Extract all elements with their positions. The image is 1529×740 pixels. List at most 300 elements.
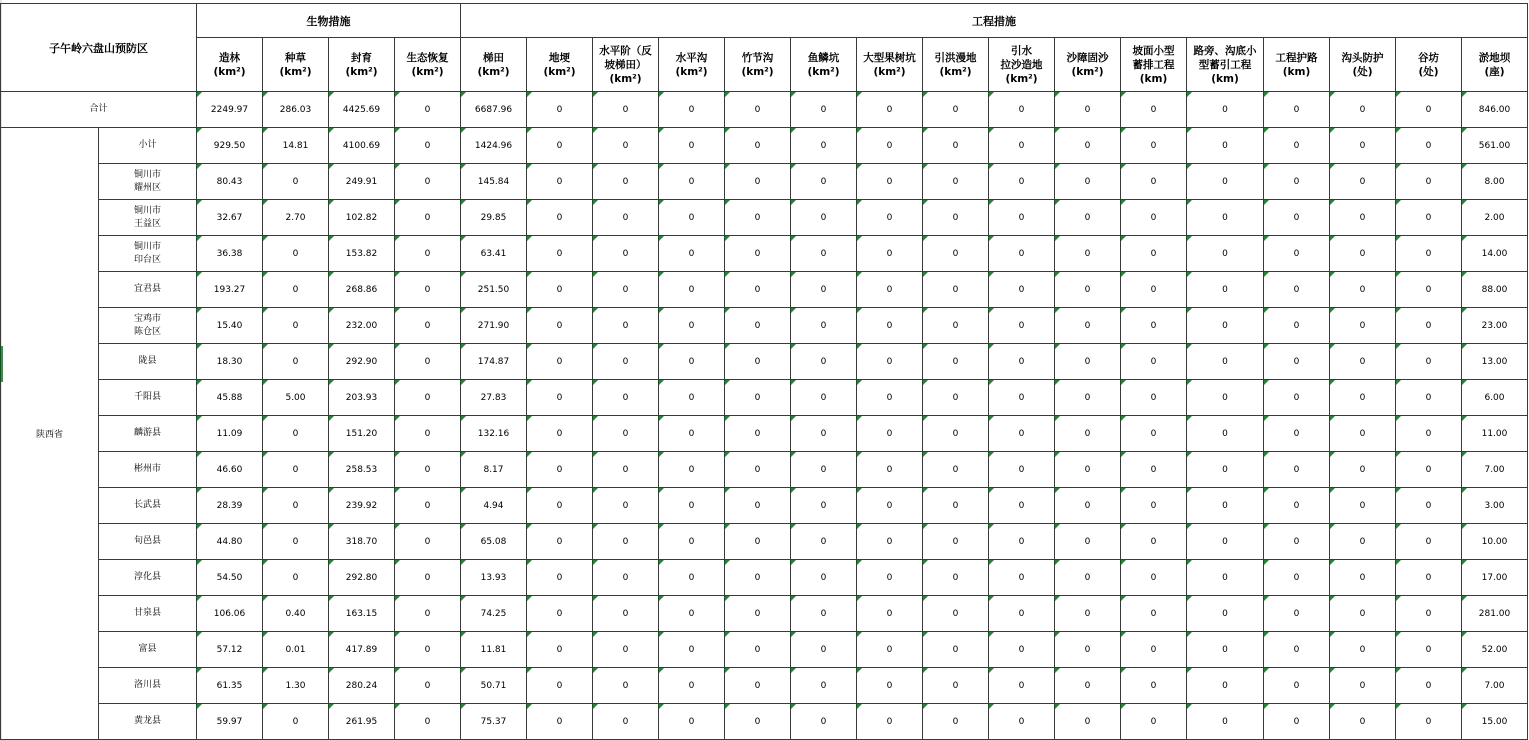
table-cell: 0: [791, 704, 857, 740]
table-cell: 281.00: [1462, 596, 1528, 632]
prevention-measures-table: [0, 3, 1528, 740]
table-cell: 0: [857, 416, 923, 452]
table-cell: 0: [1396, 164, 1462, 200]
table-row: [1, 452, 1528, 488]
row-label-line: 铜川市: [133, 241, 161, 252]
table-cell: 59.97: [197, 704, 263, 740]
row-label: [99, 200, 197, 236]
column-header-line: (km²): [213, 65, 246, 78]
table-cell: 0: [395, 380, 461, 416]
table-cell: 0: [989, 236, 1055, 272]
table-cell: 0: [1187, 272, 1264, 308]
table-cell: 0: [1121, 452, 1187, 488]
table-cell: 0: [1396, 380, 1462, 416]
total-cell: 846.00: [1462, 92, 1528, 128]
table-cell: 0: [1055, 452, 1121, 488]
total-cell: 2249.97: [197, 92, 263, 128]
table-cell: 0: [857, 164, 923, 200]
row-label: [99, 596, 197, 632]
column-header: [1055, 38, 1121, 92]
column-header: [1462, 38, 1528, 92]
table-cell: 0: [1055, 344, 1121, 380]
column-header: [857, 38, 923, 92]
table-cell: 0: [1264, 344, 1330, 380]
column-header-line: 引洪漫地: [934, 51, 977, 64]
table-cell: 0: [791, 596, 857, 632]
table-cell: 45.88: [197, 380, 263, 416]
table-cell: 0: [395, 236, 461, 272]
row-label-line: 洛川县: [133, 680, 161, 690]
table-cell: 0: [989, 632, 1055, 668]
table-cell: 0: [1396, 560, 1462, 596]
table-cell: 13.00: [1462, 344, 1528, 380]
table-cell: 0: [395, 488, 461, 524]
table-cell: 0: [593, 380, 659, 416]
table-row: [1, 488, 1528, 524]
table-row: [1, 632, 1528, 668]
column-header-line: 封育: [351, 51, 372, 64]
table-cell: 0: [725, 488, 791, 524]
table-cell: 0: [263, 524, 329, 560]
table-cell: 0: [989, 272, 1055, 308]
table-cell: 0: [263, 452, 329, 488]
table-cell: 0: [989, 164, 1055, 200]
column-header-line: (km²): [1071, 65, 1104, 78]
table-cell: 0: [1330, 164, 1396, 200]
table-cell: 0: [263, 704, 329, 740]
table-cell: 163.15: [329, 596, 395, 632]
table-cell: 0: [1121, 200, 1187, 236]
table-cell: 0: [1264, 272, 1330, 308]
table-cell: 0: [725, 560, 791, 596]
table-cell: 0: [1264, 416, 1330, 452]
column-header-line: (km²): [477, 65, 510, 78]
row-label-line: 印台区: [133, 254, 161, 265]
table-cell: 0: [923, 668, 989, 704]
table-cell: 0: [263, 164, 329, 200]
row-label-line: 铜川市: [133, 169, 161, 180]
column-header: [593, 38, 659, 92]
table-cell: 0: [1187, 164, 1264, 200]
table-cell: 11.00: [1462, 416, 1528, 452]
table-row: [1, 164, 1528, 200]
table-cell: 0: [1396, 416, 1462, 452]
table-cell: 0: [725, 416, 791, 452]
column-header-line: 生态恢复: [406, 51, 449, 64]
table-cell: 0: [1396, 668, 1462, 704]
table-cell: 0: [659, 488, 725, 524]
table-cell: 4.94: [461, 488, 527, 524]
table-cell: 0: [527, 164, 593, 200]
table-cell: 1424.96: [461, 128, 527, 164]
table-cell: 0: [263, 308, 329, 344]
row-label: [99, 380, 197, 416]
table-cell: 0: [1055, 668, 1121, 704]
table-cell: 0: [923, 200, 989, 236]
table-row: [1, 128, 1528, 164]
table-cell: 0: [1055, 704, 1121, 740]
column-header-line: (km²): [411, 65, 444, 78]
table-cell: 0: [1121, 344, 1187, 380]
table-cell: 0: [1055, 632, 1121, 668]
table-cell: 88.00: [1462, 272, 1528, 308]
table-cell: 0: [989, 596, 1055, 632]
table-cell: 0: [593, 668, 659, 704]
table-cell: 0: [1330, 632, 1396, 668]
table-cell: 1.30: [263, 668, 329, 704]
total-cell: 0: [1121, 92, 1187, 128]
table-cell: 14.00: [1462, 236, 1528, 272]
table-cell: 0: [857, 524, 923, 560]
table-cell: 0: [527, 416, 593, 452]
column-header-line: 造林: [219, 51, 240, 64]
table-cell: 249.91: [329, 164, 395, 200]
table-cell: 0: [1330, 308, 1396, 344]
table-cell: 0: [1187, 488, 1264, 524]
table-cell: 0: [791, 164, 857, 200]
table-cell: 0: [1330, 128, 1396, 164]
total-cell: 0: [527, 92, 593, 128]
table-cell: 0: [1330, 344, 1396, 380]
table-cell: 0: [1055, 560, 1121, 596]
table-cell: 0: [923, 704, 989, 740]
table-cell: 0: [1121, 128, 1187, 164]
table-cell: 0: [1396, 704, 1462, 740]
table-cell: 0: [791, 344, 857, 380]
table-cell: 28.39: [197, 488, 263, 524]
table-cell: 0: [725, 308, 791, 344]
table-cell: 0: [791, 524, 857, 560]
table-cell: 0: [1121, 488, 1187, 524]
table-cell: 0: [989, 200, 1055, 236]
column-header-line: (处): [1418, 65, 1439, 78]
table-cell: 0: [791, 416, 857, 452]
column-header-line: 种草: [285, 51, 306, 64]
table-cell: 0: [1121, 236, 1187, 272]
column-header-line: 坡面小型: [1132, 44, 1175, 57]
table-cell: 0: [527, 488, 593, 524]
table-cell: 174.87: [461, 344, 527, 380]
table-cell: 0: [857, 596, 923, 632]
table-cell: 0: [725, 200, 791, 236]
table-cell: 102.82: [329, 200, 395, 236]
table-row: [1, 524, 1528, 560]
table-cell: 0: [395, 272, 461, 308]
province-cell: 陕西省: [1, 128, 99, 740]
table-cell: 271.90: [461, 308, 527, 344]
table-row: [1, 560, 1528, 596]
table-cell: 0: [1187, 236, 1264, 272]
table-cell: 0: [527, 128, 593, 164]
table-cell: 0: [593, 344, 659, 380]
column-header: [527, 38, 593, 92]
table-cell: 0: [527, 524, 593, 560]
table-cell: 0: [593, 524, 659, 560]
column-header: [1264, 38, 1330, 92]
table-cell: 0: [1055, 524, 1121, 560]
table-cell: 0: [659, 308, 725, 344]
table-cell: 0: [1264, 200, 1330, 236]
table-cell: 0: [923, 308, 989, 344]
column-header: [1187, 38, 1264, 92]
table-cell: 0: [725, 668, 791, 704]
table-cell: 318.70: [329, 524, 395, 560]
row-label-line: 麟游县: [133, 428, 161, 438]
column-header-line: (km²): [543, 65, 576, 78]
column-header: [1330, 38, 1396, 92]
table-cell: 36.38: [197, 236, 263, 272]
table-cell: 0: [1264, 632, 1330, 668]
table-cell: 61.35: [197, 668, 263, 704]
table-cell: 0: [791, 128, 857, 164]
table-cell: 15.40: [197, 308, 263, 344]
row-label-line: 耀州区: [133, 182, 161, 193]
table-cell: 0: [989, 308, 1055, 344]
table-cell: 0.01: [263, 632, 329, 668]
table-row: [1, 308, 1528, 344]
table-cell: 0: [395, 704, 461, 740]
table-cell: 258.53: [329, 452, 395, 488]
table-cell: 0: [725, 452, 791, 488]
table-cell: 0: [593, 596, 659, 632]
column-header-line: 地埂: [549, 51, 570, 64]
table-cell: 0: [1330, 704, 1396, 740]
table-cell: 0: [527, 560, 593, 596]
table-cell: 0: [791, 488, 857, 524]
total-cell: 0: [395, 92, 461, 128]
table-cell: 0: [923, 272, 989, 308]
table-cell: 75.37: [461, 704, 527, 740]
table-cell: 0: [659, 416, 725, 452]
table-cell: 0: [1187, 452, 1264, 488]
table-cell: 0: [1396, 524, 1462, 560]
row-label-line: 彬州市: [133, 464, 161, 474]
table-cell: 0: [1264, 308, 1330, 344]
table-row: [1, 596, 1528, 632]
table-cell: 0: [593, 704, 659, 740]
table-cell: 0: [659, 236, 725, 272]
column-header-line: (km²): [279, 65, 312, 78]
table-cell: 0: [1330, 200, 1396, 236]
table-cell: 0: [791, 272, 857, 308]
table-cell: 0: [1121, 524, 1187, 560]
table-cell: 0: [989, 560, 1055, 596]
table-cell: 0: [1121, 380, 1187, 416]
table-cell: 0: [395, 668, 461, 704]
table-cell: 0: [1121, 308, 1187, 344]
table-cell: 0: [725, 164, 791, 200]
table-cell: 0: [659, 380, 725, 416]
table-cell: 0: [1396, 200, 1462, 236]
table-cell: 280.24: [329, 668, 395, 704]
row-label-line: 陈仓区: [133, 326, 161, 337]
column-header-line: (km²): [345, 65, 378, 78]
table-cell: 0: [593, 164, 659, 200]
table-cell: 54.50: [197, 560, 263, 596]
table-cell: 0: [725, 128, 791, 164]
column-header-line: 路旁、沟底小: [1193, 44, 1257, 57]
table-cell: 0: [857, 128, 923, 164]
table-cell: 0: [263, 488, 329, 524]
column-header-line: (座): [1484, 65, 1505, 78]
total-cell: 0: [659, 92, 725, 128]
table-cell: 203.93: [329, 380, 395, 416]
table-cell: 106.06: [197, 596, 263, 632]
table-cell: 0: [1330, 416, 1396, 452]
column-header: [791, 38, 857, 92]
column-header-line: 引水: [1011, 44, 1032, 57]
row-label: [99, 560, 197, 596]
table-cell: 0: [791, 236, 857, 272]
table-cell: 0: [263, 560, 329, 596]
column-header-line: (km): [1282, 65, 1311, 78]
table-cell: 0: [1396, 236, 1462, 272]
table-cell: 0: [791, 200, 857, 236]
table-cell: 0: [1264, 524, 1330, 560]
table-cell: 151.20: [329, 416, 395, 452]
table-cell: 929.50: [197, 128, 263, 164]
table-cell: 0: [527, 236, 593, 272]
table-cell: 0: [1187, 308, 1264, 344]
table-cell: 0: [725, 524, 791, 560]
row-label-line: 长武县: [133, 500, 161, 510]
table-cell: 0: [527, 308, 593, 344]
table-cell: 0: [989, 488, 1055, 524]
table-cell: 0: [1187, 524, 1264, 560]
column-header: [725, 38, 791, 92]
table-cell: 14.81: [263, 128, 329, 164]
table-cell: 15.00: [1462, 704, 1528, 740]
table-cell: 0: [593, 560, 659, 596]
table-cell: 0: [857, 380, 923, 416]
table-cell: 0: [1264, 560, 1330, 596]
table-cell: 32.67: [197, 200, 263, 236]
column-header: [1121, 38, 1187, 92]
table-cell: 6.00: [1462, 380, 1528, 416]
table-cell: 0: [725, 380, 791, 416]
table-cell: 292.80: [329, 560, 395, 596]
row-label-line: 宝鸡市: [133, 313, 161, 324]
row-label: [99, 704, 197, 740]
total-cell: 0: [857, 92, 923, 128]
total-row: [1, 92, 1528, 128]
table-cell: 0: [857, 200, 923, 236]
table-cell: 13.93: [461, 560, 527, 596]
table-cell: 0: [1055, 488, 1121, 524]
table-cell: 0: [1187, 344, 1264, 380]
row-label: [99, 632, 197, 668]
table-cell: 0: [659, 200, 725, 236]
table-cell: 0: [395, 200, 461, 236]
table-cell: 0: [659, 524, 725, 560]
row-label: [99, 128, 197, 164]
table-cell: 0: [1187, 560, 1264, 596]
table-cell: 239.92: [329, 488, 395, 524]
table-cell: 0: [263, 236, 329, 272]
total-cell: 0: [593, 92, 659, 128]
total-cell: 0: [1330, 92, 1396, 128]
table-cell: 0: [527, 344, 593, 380]
table-cell: 0: [527, 704, 593, 740]
column-header-line: 型蓄引工程: [1198, 58, 1252, 71]
table-cell: 0: [791, 668, 857, 704]
table-cell: 0: [527, 632, 593, 668]
column-header: [989, 38, 1055, 92]
total-cell: 0: [1264, 92, 1330, 128]
table-cell: 0: [263, 416, 329, 452]
column-header-line: 蓄排工程: [1132, 58, 1175, 71]
total-cell: 0: [791, 92, 857, 128]
table-cell: 0: [923, 380, 989, 416]
table-cell: 0: [593, 452, 659, 488]
column-header-line: 沙障固沙: [1066, 51, 1109, 64]
table-cell: 0: [1396, 308, 1462, 344]
table-cell: 0: [923, 560, 989, 596]
table-cell: 0: [923, 596, 989, 632]
column-header-line: (km²): [741, 65, 774, 78]
table-row: [1, 272, 1528, 308]
column-header-line: (km²): [807, 65, 840, 78]
table-cell: 0: [1396, 488, 1462, 524]
table-cell: 0: [989, 704, 1055, 740]
table-cell: 0: [989, 668, 1055, 704]
table-row: [1, 236, 1528, 272]
table-cell: 0: [1121, 416, 1187, 452]
table-cell: 0.40: [263, 596, 329, 632]
table-cell: 0: [923, 164, 989, 200]
row-label: [99, 236, 197, 272]
column-header-line: 大型果树坑: [863, 51, 916, 64]
table-cell: 44.80: [197, 524, 263, 560]
table-cell: 0: [989, 416, 1055, 452]
table-cell: 0: [1055, 308, 1121, 344]
row-label: [99, 164, 197, 200]
table-cell: 0: [923, 488, 989, 524]
table-cell: 0: [1264, 128, 1330, 164]
table-cell: 0: [593, 200, 659, 236]
table-cell: 0: [1264, 704, 1330, 740]
table-cell: 5.00: [263, 380, 329, 416]
table-cell: 10.00: [1462, 524, 1528, 560]
table-cell: 0: [395, 452, 461, 488]
column-header-line: 水平阶（反: [599, 44, 652, 57]
table-cell: 0: [527, 668, 593, 704]
table-cell: 0: [1187, 668, 1264, 704]
table-cell: 0: [725, 596, 791, 632]
table-cell: 80.43: [197, 164, 263, 200]
table-cell: 0: [1121, 164, 1187, 200]
row-label-line: 王益区: [133, 218, 161, 229]
table-cell: 0: [1121, 632, 1187, 668]
table-cell: 57.12: [197, 632, 263, 668]
table-cell: 0: [659, 344, 725, 380]
table-cell: 268.86: [329, 272, 395, 308]
table-cell: 0: [1055, 200, 1121, 236]
table-cell: 0: [857, 632, 923, 668]
table-cell: 0: [1187, 128, 1264, 164]
table-cell: 0: [1330, 452, 1396, 488]
table-cell: 0: [857, 668, 923, 704]
row-label: [99, 272, 197, 308]
table-cell: 0: [659, 704, 725, 740]
table-cell: 0: [1330, 272, 1396, 308]
row-label-line: 甘泉县: [133, 608, 161, 618]
column-header-line: 坡梯田）: [604, 58, 647, 71]
table-cell: 0: [1264, 452, 1330, 488]
table-cell: 0: [1121, 704, 1187, 740]
table-cell: 11.81: [461, 632, 527, 668]
table-cell: 0: [923, 452, 989, 488]
